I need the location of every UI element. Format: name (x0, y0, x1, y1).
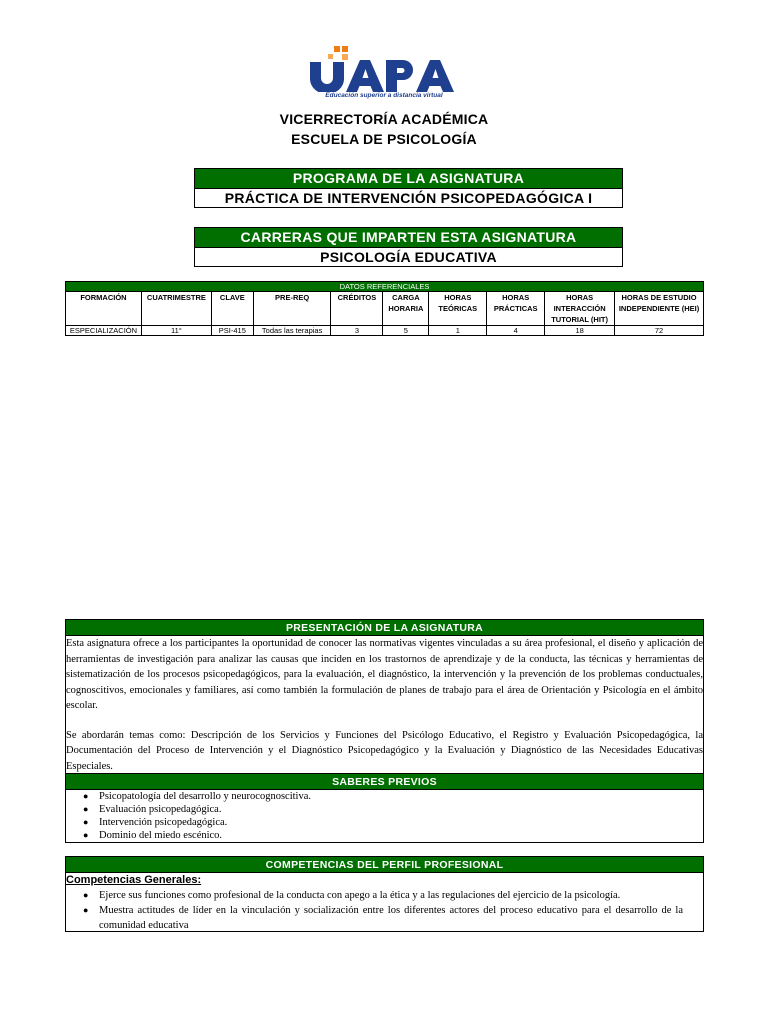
presentacion-paragraph: Esta asignatura ofrece a los participantes la oportunidad de conocer las normativas vigentes vinculadas a su área profesional, el diseño y aplicación de herramientas de investigación para analizar las causas que inciden en los trastornos de aprendizaje y de la conducta, las técnicas y herramientas de sistematización de los procesos psicopedagógicos, para la evaluación, el diagnóstico, la intervención y la prevención de los problemas conductuales, cognoscitivos, emocionales y familiares, así como también la formulación de planes de trabajo para el área de Orientación y Psicología en el ámbito escolar. (66, 638, 703, 711)
col-header: CUATRIMESTRE (141, 292, 211, 326)
cell: 3 (331, 326, 383, 336)
col-header: HORAS INTERACCIÓN TUTORIAL (HIT) (545, 292, 615, 326)
competencias-section (65, 856, 704, 932)
saberes-section (65, 773, 704, 843)
subject-name: PRÁCTICA DE INTERVENCIÓN PSICOPEDAGÓGICA I (195, 188, 622, 207)
cell: 1 (429, 326, 487, 336)
list-item (83, 888, 703, 903)
career-name: PSICOLOGÍA EDUCATIVA (195, 247, 622, 266)
list-item (83, 803, 703, 816)
saberes-heading: SABERES PREVIOS (66, 774, 703, 790)
list-item-text: Intervención psicopedagógica. (99, 817, 228, 828)
bullet-icon: ● (83, 804, 89, 814)
vicerrectoria-title: VICERRECTORÍA ACADÉMICA (279, 111, 489, 127)
col-header: PRE-REQ (253, 292, 331, 326)
competencias-list (66, 888, 703, 933)
col-header: HORAS DE ESTUDIO INDEPENDIENTE (HEI) (615, 292, 704, 326)
cell: 5 (383, 326, 429, 336)
programa-box (194, 168, 623, 208)
col-header: CRÉDITOS (331, 292, 383, 326)
bullet-icon: ● (83, 890, 89, 900)
list-item (83, 816, 703, 829)
list-item-text: Evaluación psicopedagógica. (99, 804, 222, 815)
competencias-generales-label: Competencias Generales: (66, 874, 202, 886)
col-header: HORAS TEÓRICAS (429, 292, 487, 326)
presentacion-heading: PRESENTACIÓN DE LA ASIGNATURA (66, 620, 703, 636)
bullet-icon: ● (83, 905, 89, 915)
list-item (83, 790, 703, 803)
saberes-list (66, 790, 703, 842)
datos-value-row (66, 326, 704, 336)
datos-referenciales-table (65, 281, 704, 336)
col-header: HORAS PRÁCTICAS (487, 292, 545, 326)
cell: 72 (615, 326, 704, 336)
datos-heading: DATOS REFERENCIALES (66, 282, 704, 292)
bullet-icon: ● (83, 791, 89, 801)
bullet-icon: ● (83, 830, 89, 840)
cell: PSI-415 (211, 326, 253, 336)
presentacion-paragraph: Se abordarán temas como: Descripción de los Servicios y Funciones del Psicólogo Educativo, el Registro y Evaluación Psicopedagógica, la Documentación del Proceso de Intervención y el Diagnóstico Psicopedagógico y la Evaluación y Diagnóstico de las Necesidades Educativas Especiales. (66, 729, 703, 772)
list-item (83, 829, 703, 842)
carreras-heading: CARRERAS QUE IMPARTEN ESTA ASIGNATURA (195, 228, 622, 247)
competencias-heading: COMPETENCIAS DEL PERFIL PROFESIONAL (66, 857, 703, 873)
list-item-text: Muestra actitudes de líder en la vinculación y socialización entre los diferentes actores del proceso educativo para el desarrollo de la comunidad educativa (99, 905, 683, 931)
uapa-logo (306, 44, 462, 104)
col-header: FORMACIÓN (66, 292, 142, 326)
cell: 11° (141, 326, 211, 336)
programa-heading: PROGRAMA DE LA ASIGNATURA (195, 169, 622, 188)
bullet-icon: ● (83, 817, 89, 827)
list-item-text: Psicopatología del desarrollo y neurocognoscitiva. (99, 791, 311, 802)
logo-tagline: Educación superior a distancia virtual (325, 92, 443, 99)
cell: 4 (487, 326, 545, 336)
col-header: CLAVE (211, 292, 253, 326)
list-item-text: Ejerce sus funciones como profesional de la conducta con apego a la ética y a las regulaciones del ejercicio de la psicología. (99, 890, 621, 901)
carreras-box (194, 227, 623, 267)
cell: 18 (545, 326, 615, 336)
datos-header-row (66, 292, 704, 326)
uapa-logo-mark (306, 44, 462, 92)
list-item-text: Dominio del miedo escénico. (99, 830, 223, 841)
cell: Todas las terapias (253, 326, 331, 336)
col-header: CARGA HORARIA (383, 292, 429, 326)
cell: ESPECIALIZACIÓN (66, 326, 142, 336)
escuela-title: ESCUELA DE PSICOLOGÍA (291, 131, 477, 147)
list-item (83, 903, 703, 933)
presentacion-body (66, 636, 703, 774)
presentacion-section (65, 619, 704, 775)
